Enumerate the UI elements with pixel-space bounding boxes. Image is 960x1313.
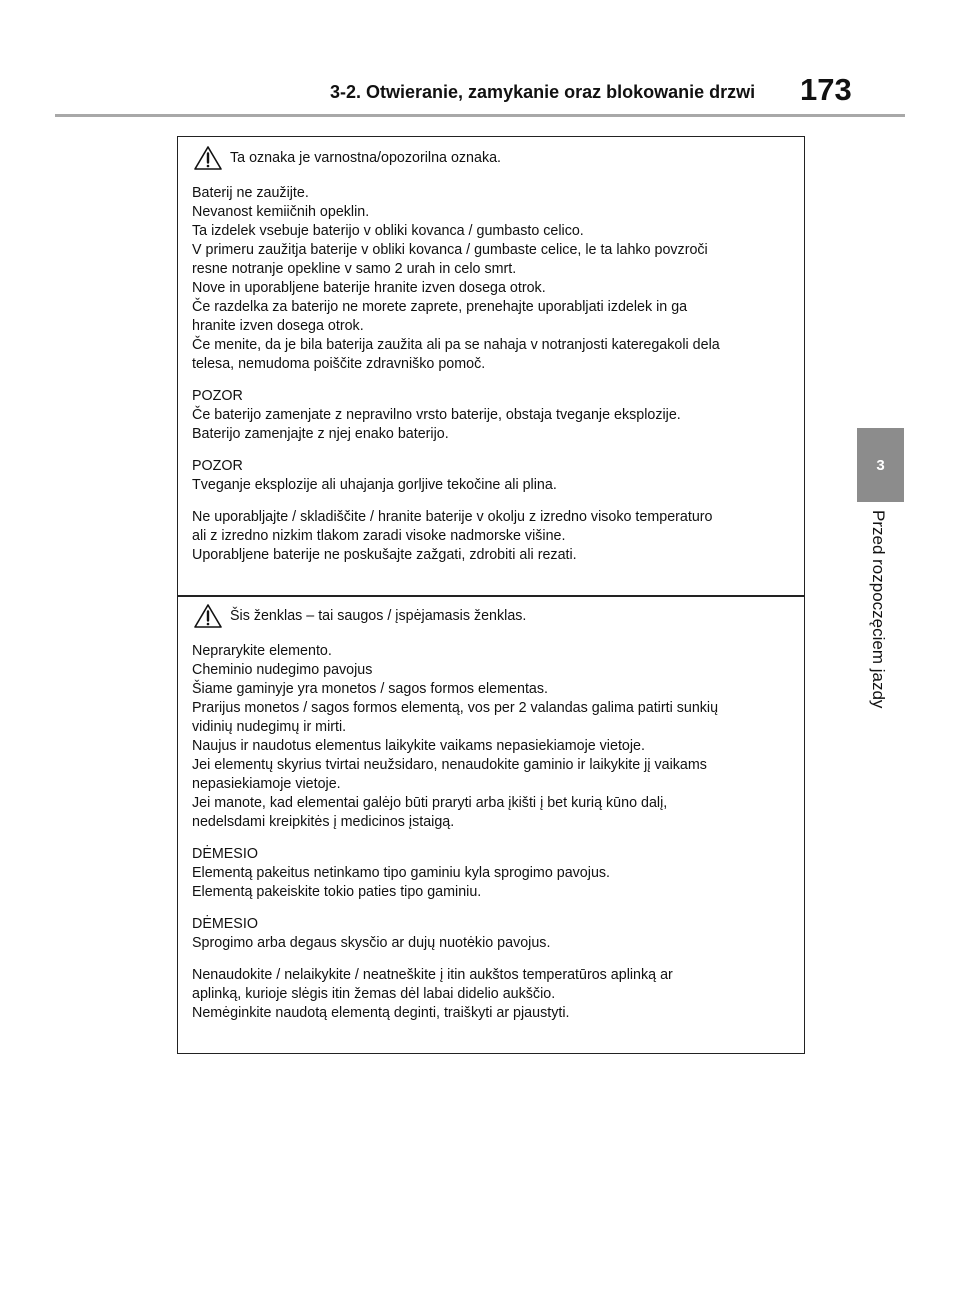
text-line: nedelsdami kreipkitės į medicinos įstaigą. xyxy=(192,814,455,830)
text-line: Elementą pakeitus netinkamo tipo gaminiu kyla sprogimo pavojus. xyxy=(192,865,611,881)
battery-warning-box xyxy=(177,136,805,1054)
text-line: Nemėginkite naudotą elementą deginti, traiškyti ar pjaustyti. xyxy=(192,1005,570,1021)
text-line: Sprogimo arba degaus skysčio ar dujų nuotėkio pavojus. xyxy=(192,935,551,951)
paragraph-group xyxy=(192,915,797,953)
text-line: POZOR xyxy=(192,388,243,404)
text-line: Naujus ir naudotus elementus laikykite vaikams nepasiekiamoje vietoje. xyxy=(192,738,645,754)
text-line: Uporabljene baterije ne poskušajte zažgati, zdrobiti ali rezati. xyxy=(192,547,577,563)
page-number: 173 xyxy=(800,72,852,107)
warning-section-lithuanian xyxy=(192,603,797,1023)
paragraph-group xyxy=(192,845,797,902)
text-line: Ne uporabljajte / skladiščite / hranite baterije v okolju z izredno visoko temperaturo xyxy=(192,509,713,525)
text-line: POZOR xyxy=(192,458,243,474)
paragraph-group xyxy=(192,508,797,565)
text-line: ali z izredno nizkim tlakom zaradi visoke nadmorske višine. xyxy=(192,528,566,544)
paragraph-group xyxy=(192,387,797,444)
text-line: Šiame gaminyje yra monetos / sagos formos elementas. xyxy=(192,681,548,697)
warning-heading-text: Šis ženklas – tai saugos / įspėjamasis ženklas. xyxy=(230,607,527,624)
box-divider xyxy=(178,595,804,597)
warning-triangle-icon xyxy=(192,145,224,171)
paragraph-group xyxy=(192,457,797,495)
header-divider xyxy=(55,114,905,117)
text-line: resne notranje opekline v samo 2 urah in celo smrt. xyxy=(192,261,517,277)
text-line: Nove in uporabljene baterije hranite izven dosega otrok. xyxy=(192,280,546,296)
text-line: Jei elementų skyrius tvirtai neužsidaro, nenaudokite gaminio ir laikykite jį vaikams xyxy=(192,757,707,773)
text-line: hranite izven dosega otrok. xyxy=(192,318,364,334)
text-line: vidinių nudegimų ir mirti. xyxy=(192,719,347,735)
text-line: aplinką, kurioje slėgis itin žemas dėl labai didelio aukščio. xyxy=(192,986,556,1002)
text-line: DĖMESIO xyxy=(192,916,258,932)
text-line: Jei manote, kad elementai galėjo būti praryti arba įkišti į bet kurią kūno dalį, xyxy=(192,795,668,811)
text-line: Nevanost kemiičnih opeklin. xyxy=(192,204,370,220)
warning-heading-text: Ta oznaka je varnostna/opozorilna oznaka. xyxy=(230,149,502,166)
text-line: Tveganje eksplozije ali uhajanja gorljive tekočine ali plina. xyxy=(192,477,557,493)
text-line: Ta izdelek vsebuje baterijo v obliki kovanca / gumbasto celico. xyxy=(192,223,584,239)
chapter-side-label: Przed rozpoczęciem jazdy xyxy=(869,510,888,709)
text-line: Prarijus monetos / sagos formos elementą, vos per 2 valandas galima patirti sunkių xyxy=(192,700,719,716)
paragraph-group xyxy=(192,184,797,374)
chapter-tab xyxy=(857,428,904,502)
text-line: Baterij ne zaužijte. xyxy=(192,185,309,201)
warning-triangle-icon xyxy=(192,603,224,629)
text-line: Če baterijo zamenjate z nepravilno vrsto baterije, obstaja tveganje eksplozije. xyxy=(192,407,681,423)
paragraph-group xyxy=(192,642,797,832)
text-line: telesa, nemudoma poiščite zdravniško pomoč. xyxy=(192,356,486,372)
text-line: Če menite, da je bila baterija zaužita ali pa se nahaja v notranjosti kateregakoli dela xyxy=(192,337,720,353)
text-line: Če razdelka za baterijo ne morete zaprete, prenehajte uporabljati izdelek in ga xyxy=(192,299,688,315)
warning-heading xyxy=(192,145,797,171)
text-line: Elementą pakeiskite tokio paties tipo gaminiu. xyxy=(192,884,482,900)
text-line: Baterijo zamenjajte z njej enako baterijo. xyxy=(192,426,449,442)
text-line: V primeru zaužitja baterije v obliki kovanca / gumbaste celice, le ta lahko povzroči xyxy=(192,242,708,258)
text-line: Nenaudokite / nelaikykite / neatneškite į itin aukštos temperatūros aplinką ar xyxy=(192,967,673,983)
text-line: Neprarykite elemento. xyxy=(192,643,332,659)
text-line: nepasiekiamoje vietoje. xyxy=(192,776,341,792)
warning-heading xyxy=(192,603,797,629)
chapter-number: 3 xyxy=(876,456,885,474)
text-line: DĖMESIO xyxy=(192,846,258,862)
paragraph-group xyxy=(192,966,797,1023)
warning-section-slovenian xyxy=(192,145,797,565)
text-line: Cheminio nudegimo pavojus xyxy=(192,662,373,678)
section-title: 3-2. Otwieranie, zamykanie oraz blokowanie drzwi xyxy=(330,82,756,102)
